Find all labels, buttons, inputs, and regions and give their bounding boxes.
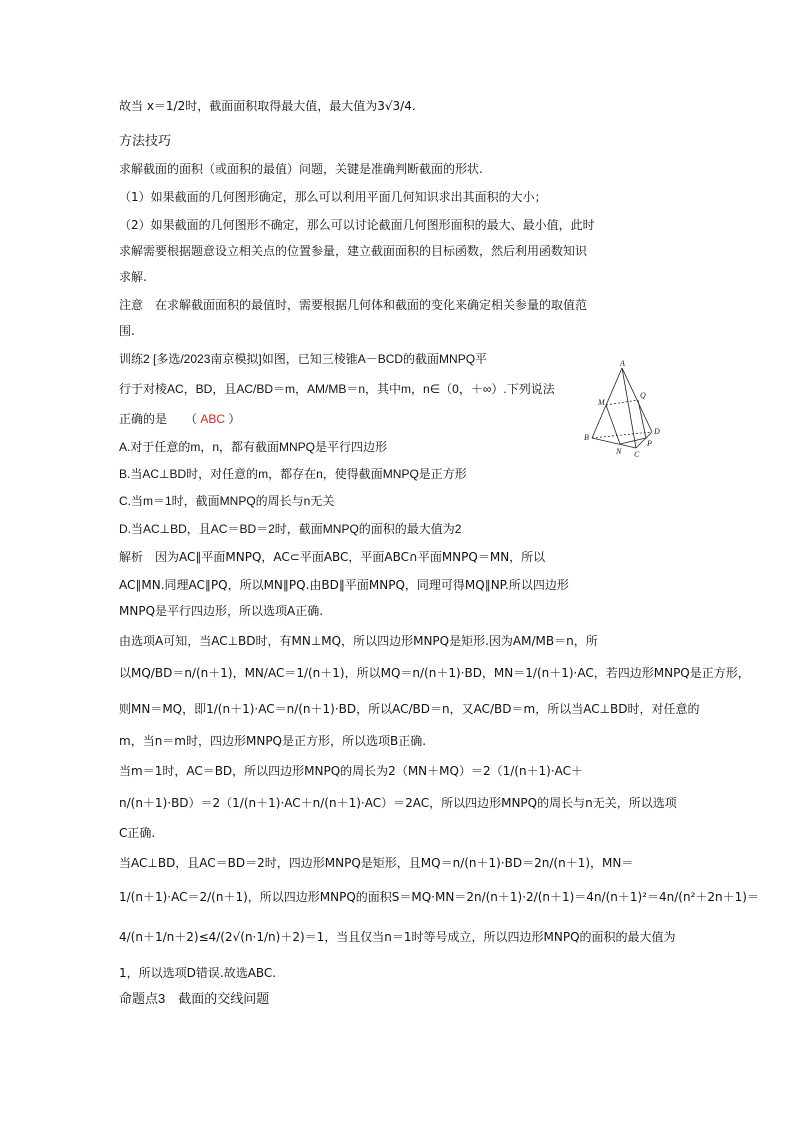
exercise-answer-line bbox=[119, 410, 240, 428]
edge-bd bbox=[592, 432, 652, 438]
solution-line-2: AC∥MN.同理AC∥PQ，所以MN∥PQ.由BD∥平面MNPQ，同理可得MQ∥NP.所以四边形 bbox=[119, 578, 569, 592]
solution-line-1: 解析 因为AC∥平面MNPQ，AC⊂平面ABC，平面ABC∩平面MNPQ＝MN，所以 bbox=[119, 550, 546, 564]
answer-suffix: ） bbox=[228, 412, 241, 426]
edge-ab bbox=[592, 368, 622, 438]
method-item-1: （1）如果截面的几何图形确定，那么可以利用平面几何知识求出其面积的大小； bbox=[119, 190, 547, 204]
solution-line-10: C正确. bbox=[119, 826, 156, 840]
solution-line-7: m，当n＝m时，四边形MNPQ是正方形，所以选项B正确. bbox=[119, 734, 427, 748]
edge-mq bbox=[606, 400, 638, 405]
option-d: D.当AC⊥BD，且AC＝BD＝2时，截面MNPQ的面积的最大值为2 bbox=[119, 522, 462, 536]
label-p: P bbox=[647, 439, 652, 448]
section-heading-proposition: 命题点3 截面的交线问题 bbox=[119, 991, 270, 1006]
solution-line-12: 1/(n＋1)·AC＝2/(n＋1)，所以四边形MNPQ的面积S＝MQ·MN＝2n/(n＋1)·2/(n＋1)＝4n/(n＋1)²＝4n/(n²＋2n＋1)＝ bbox=[119, 890, 759, 904]
note-line: 注意 在求解截面面积的最值时，需要根据几何体和截面的变化来确定相关参量的取值范 bbox=[119, 298, 588, 312]
edge-mn bbox=[606, 405, 620, 444]
answer-prefix: 正确的是 （ bbox=[119, 412, 198, 426]
label-a: A bbox=[620, 360, 625, 368]
answer-value: ABC bbox=[200, 412, 226, 426]
label-n: N bbox=[616, 447, 622, 456]
edge-qp bbox=[638, 400, 646, 438]
label-c: C bbox=[634, 450, 640, 459]
label-d: D bbox=[654, 427, 660, 436]
solution-line-5: 以MQ/BD＝n/(n＋1)，MN/AC＝1/(n＋1)，所以MQ＝n/(n＋1)·BD，MN＝1/(n＋1)·AC，若四边形MNPQ是正方形， bbox=[119, 666, 750, 680]
edge-bc bbox=[592, 438, 636, 448]
solution-line-4: 由选项A可知，当AC⊥BD时，有MN⊥MQ，所以四边形MNPQ是矩形.因为AM/MB＝n，所 bbox=[119, 634, 598, 648]
section-heading-method: 方法技巧 bbox=[119, 133, 172, 148]
solution-line-6: 则MN＝MQ，即1/(n＋1)·AC＝n/(n＋1)·BD，所以AC/BD＝n，又AC/BD＝m，所以当AC⊥BD时，对任意的 bbox=[119, 702, 700, 716]
note-line-end: 围. bbox=[119, 324, 135, 338]
solution-line-11: 当AC⊥BD，且AC＝BD＝2时，四边形MNPQ是矩形，且MQ＝n/(n＋1)·BD＝2n/(n＋1)，MN＝ bbox=[119, 856, 634, 870]
label-q: Q bbox=[640, 391, 646, 400]
label-m: M bbox=[598, 398, 605, 407]
option-c: C.当m＝1时，截面MNPQ的周长与n无关 bbox=[119, 494, 335, 508]
edge-ac bbox=[622, 368, 636, 448]
solution-line-9: n/(n＋1)·BD）＝2（1/(n＋1)·AC＋n/(n＋1)·AC）＝2AC，所以四边形MNPQ的周长与n无关，所以选项 bbox=[119, 796, 677, 810]
solution-line-14: 1，所以选项D错误.故选ABC. bbox=[119, 966, 277, 980]
option-a: A.对于任意的m，n，都有截面MNPQ是平行四边形 bbox=[119, 440, 388, 454]
option-b: B.当AC⊥BD时，对任意的m，都存在n，使得截面MNPQ是正方形 bbox=[119, 467, 467, 481]
edge-np bbox=[620, 438, 646, 444]
method-item-2-cont: 求解需要根据题意设立相关点的位置参量，建立截面面积的目标函数，然后利用函数知识 bbox=[119, 244, 588, 258]
conclusion-line: 故当 x＝1/2时，截面面积取得最大值，最大值为3√3/4. bbox=[119, 99, 416, 113]
edge-ad bbox=[622, 368, 652, 432]
method-item-2-end: 求解. bbox=[119, 270, 147, 284]
solution-line-13: 4/(n＋1/n＋2)≤4/(2√(n·1/n)＋2)＝1，当且仅当n＝1时等号成立，所以四边形MNPQ的面积的最大值为 bbox=[119, 930, 676, 944]
solution-line-3: MNPQ是平行四边形，所以选项A正确. bbox=[119, 604, 324, 618]
pyramid-figure bbox=[580, 360, 680, 460]
label-b: B bbox=[584, 433, 589, 442]
solution-line-8: 当m＝1时，AC＝BD，所以四边形MNPQ的周长为2（MN＋MQ）＝2（1/(n＋1)·AC＋ bbox=[119, 764, 584, 778]
method-intro: 求解截面的面积（或面积的最值）问题，关键是准确判断截面的形状. bbox=[119, 162, 483, 176]
method-item-2: （2）如果截面的几何图形不确定，那么可以讨论截面几何图形面积的最大、最小值，此时 bbox=[119, 218, 595, 232]
exercise-stem: 行于对棱AC，BD，且AC/BD＝m，AM/MB＝n，其中m，n∈（0，＋∞）.下列说法 bbox=[119, 382, 555, 396]
exercise-title: 训练2 [多选/2023南京模拟]如图，已知三棱锥A－BCD的截面MNPQ平 bbox=[119, 352, 488, 366]
